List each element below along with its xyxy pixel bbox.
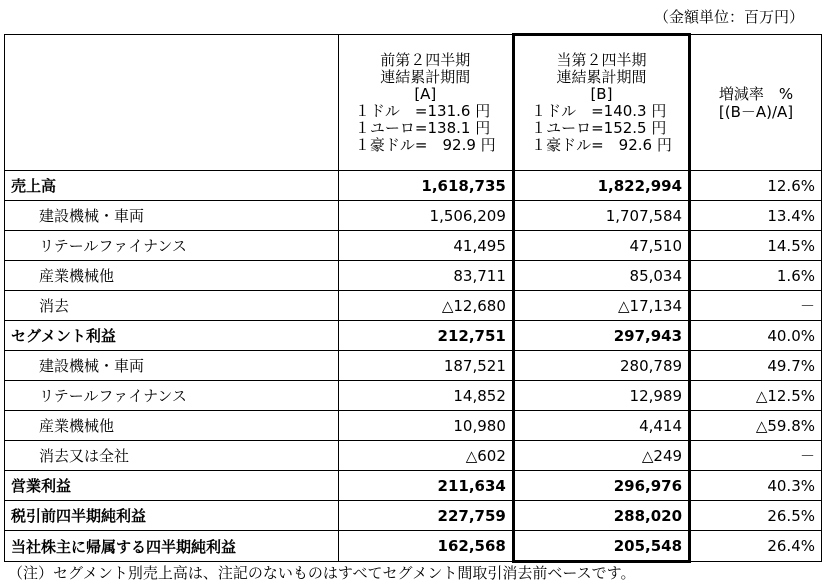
prior-value: 187,521 [338, 351, 513, 381]
change-rate: 49.7% [690, 351, 822, 381]
table-row [5, 531, 822, 562]
current-value: 1,822,994 [513, 171, 689, 201]
row-label: 産業機械他 [5, 411, 339, 441]
current-value: 288,020 [513, 501, 689, 531]
row-label: 当社株主に帰属する四半期純利益 [5, 531, 339, 562]
prior-value: 227,759 [338, 501, 513, 531]
table-row [5, 201, 822, 231]
current-value: 296,976 [513, 471, 689, 501]
row-label: 営業利益 [5, 471, 339, 501]
change-rate: － [690, 441, 822, 471]
header-current-period [513, 35, 689, 171]
row-label: 産業機械他 [5, 261, 339, 291]
prior-rate-eur: １ユーロ=138.1 円 [354, 118, 491, 137]
change-rate: 12.6% [690, 171, 822, 201]
current-value: 1,707,584 [513, 201, 689, 231]
current-rate-usd: １ドル =140.3 円 [531, 102, 667, 120]
prior-value: 10,980 [338, 411, 513, 441]
change-rate: 26.4% [690, 531, 822, 562]
change-rate: － [690, 291, 822, 321]
change-title-2: [(B－A)/A] [718, 102, 794, 121]
current-value: 280,789 [513, 351, 689, 381]
current-value: 297,943 [513, 321, 689, 351]
row-label: セグメント利益 [5, 321, 339, 351]
prior-value: △12,680 [338, 291, 513, 321]
change-rate: 13.4% [690, 201, 822, 231]
current-title-1: 当第２四半期 [556, 51, 647, 69]
row-label: 税引前四半期純利益 [5, 501, 339, 531]
table-row [5, 291, 822, 321]
current-value: 12,989 [513, 381, 689, 411]
current-value: 4,414 [513, 411, 689, 441]
prior-title-1: 前第２四半期 [380, 50, 471, 69]
current-title-2: 連結累計期間 [556, 68, 647, 86]
prior-rate-usd: １ドル =131.6 円 [354, 101, 491, 120]
current-value: △17,134 [513, 291, 689, 321]
row-label: リテールファイナンス [5, 381, 339, 411]
change-rate: 1.6% [690, 261, 822, 291]
change-rate: 40.0% [690, 321, 822, 351]
header-change-rate [690, 35, 822, 171]
change-rate: 14.5% [690, 231, 822, 261]
header-prior-period [338, 35, 513, 171]
prior-value: 212,751 [338, 321, 513, 351]
table-header-row [5, 35, 822, 171]
prior-value: 41,495 [338, 231, 513, 261]
prior-code: [A] [414, 84, 437, 103]
row-label: 建設機械・車両 [5, 201, 339, 231]
table-row [5, 501, 822, 531]
current-rate-eur: １ユーロ=152.5 円 [531, 119, 667, 137]
table-row [5, 231, 822, 261]
prior-value: 1,618,735 [338, 171, 513, 201]
table-row [5, 471, 822, 501]
table-row [5, 441, 822, 471]
prior-rate-aud: １豪ドル= 92.9 円 [354, 135, 496, 154]
current-rate-aud: １豪ドル= 92.6 円 [531, 136, 672, 154]
financial-table [4, 33, 822, 563]
row-label: 消去 [5, 291, 339, 321]
prior-value: 162,568 [338, 531, 513, 562]
table-row [5, 351, 822, 381]
table-row [5, 171, 822, 201]
prior-value: 14,852 [338, 381, 513, 411]
unit-label: （金額単位：百万円） [653, 8, 804, 26]
prior-value: 211,634 [338, 471, 513, 501]
header-empty-cell [5, 35, 339, 171]
row-label: 売上高 [5, 171, 339, 201]
change-rate: 26.5% [690, 501, 822, 531]
current-value: 85,034 [513, 261, 689, 291]
current-value: 205,548 [513, 531, 689, 562]
prior-value: 83,711 [338, 261, 513, 291]
row-label: リテールファイナンス [5, 231, 339, 261]
current-value: 47,510 [513, 231, 689, 261]
current-value: △249 [513, 441, 689, 471]
current-code: [B] [590, 85, 613, 103]
prior-value: △602 [338, 441, 513, 471]
change-title-1: 増減率 % [718, 84, 794, 103]
change-rate: △12.5% [690, 381, 822, 411]
change-rate: 40.3% [690, 471, 822, 501]
table-row [5, 381, 822, 411]
table-row [5, 261, 822, 291]
row-label: 建設機械・車両 [5, 351, 339, 381]
prior-title-2: 連結累計期間 [380, 67, 471, 86]
footnote: （注）セグメント別売上高は、注記のないものはすべてセグメント間取引消去前ベースです。 [8, 564, 636, 582]
table-row [5, 411, 822, 441]
prior-value: 1,506,209 [338, 201, 513, 231]
change-rate: △59.8% [690, 411, 822, 441]
row-label: 消去又は全社 [5, 441, 339, 471]
table-row [5, 321, 822, 351]
